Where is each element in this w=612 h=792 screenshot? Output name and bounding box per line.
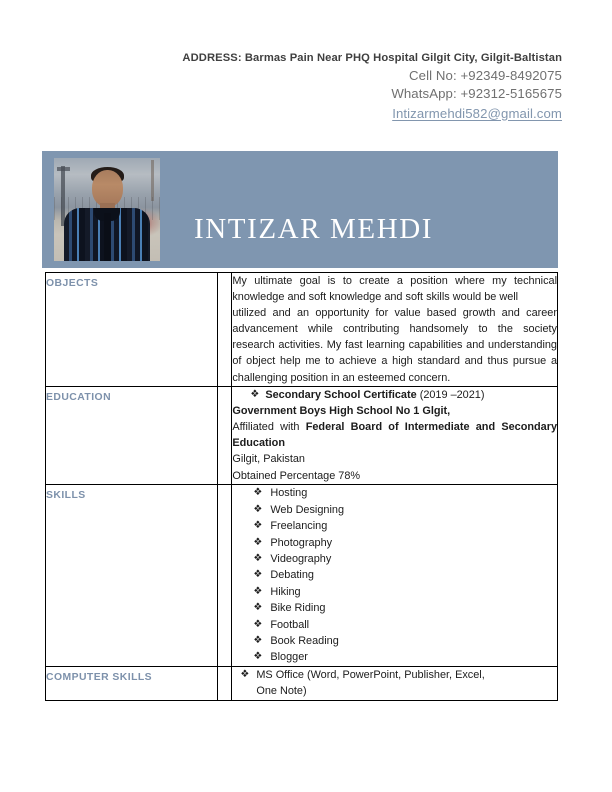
diamond-bullet-icon: ❖ <box>253 520 263 532</box>
tree-shape <box>151 160 154 201</box>
diamond-bullet-icon: ❖ <box>253 487 263 499</box>
section-label-skills: SKILLS <box>46 490 86 502</box>
education-years: (2019 –2021) <box>419 388 485 401</box>
list-item <box>232 551 557 567</box>
diamond-bullet-icon: ❖ <box>250 388 260 400</box>
diamond-bullet-icon: ❖ <box>253 503 263 515</box>
list-item <box>232 667 557 700</box>
table-row <box>46 386 558 485</box>
diamond-bullet-icon: ❖ <box>240 668 250 680</box>
email-link[interactable]: Intizarmehdi582@gmail.com <box>392 105 562 121</box>
spacer-cell <box>218 386 232 485</box>
skill-label: Photography <box>270 536 333 549</box>
diamond-bullet-icon: ❖ <box>253 634 263 646</box>
section-label-cell-objects <box>46 273 218 387</box>
page-title: INTIZAR MEHDI <box>194 213 434 245</box>
skills-list <box>232 485 557 665</box>
education-board-line <box>232 419 557 451</box>
skill-label: Freelancing <box>270 520 328 533</box>
whatsapp-number-line: WhatsApp: +92312-5165675 <box>391 86 562 101</box>
section-label-cell-skills <box>46 485 218 666</box>
education-degree: Secondary School Certificate <box>265 388 417 401</box>
spacer-cell <box>218 273 232 387</box>
list-item <box>232 518 557 534</box>
skill-label: Bike Riding <box>270 602 326 615</box>
address-line: ADDRESS: Barmas Pain Near PHQ Hospital Gilgit City, Gilgit-Baltistan <box>182 52 562 64</box>
list-item <box>232 649 557 665</box>
spacer-cell <box>218 666 232 700</box>
name-banner <box>42 151 558 268</box>
skill-label: Web Designing <box>270 503 344 516</box>
diamond-bullet-icon: ❖ <box>253 618 263 630</box>
lamp-arm-shape <box>57 167 70 171</box>
diamond-bullet-icon: ❖ <box>253 569 263 581</box>
list-item <box>232 617 557 633</box>
profile-photo <box>54 158 160 261</box>
education-board: Federal Board of Intermediate and Secondary Education <box>232 421 558 450</box>
list-item <box>232 584 557 600</box>
contact-header <box>150 50 562 123</box>
section-label-objects: OBJECTS <box>46 278 99 289</box>
spacer-cell <box>218 485 232 666</box>
education-percentage: Obtained Percentage 78% <box>232 469 361 482</box>
list-item <box>232 485 557 501</box>
section-body-objects <box>232 273 558 387</box>
diamond-bullet-icon: ❖ <box>253 552 263 564</box>
photo-background <box>54 158 160 261</box>
section-label-cell-education <box>46 386 218 485</box>
education-school: Government Boys High School No 1 Glgit, <box>232 404 451 417</box>
skill-label: Hosting <box>270 487 308 500</box>
list-item <box>232 502 557 518</box>
list-item <box>232 567 557 583</box>
skill-label: Hiking <box>270 585 301 598</box>
list-item <box>232 600 557 616</box>
resume-table <box>45 272 558 701</box>
section-body-skills <box>232 485 558 666</box>
objects-paragraph-2: utilized and an opportunity for value based growth and career advancement while contributing handsomely to the society research activities. My fast learning capabilities and understanding of object help me to achieve a high standard and thus pursue a challenging position in an esteemed concern. <box>232 307 557 384</box>
education-location: Gilgit, Pakistan <box>232 453 305 466</box>
education-degree-line <box>232 387 557 403</box>
skill-label: Football <box>270 618 310 631</box>
education-school-line <box>232 403 557 419</box>
computer-skill-label-line1: MS Office (Word, PowerPoint, Publisher, Excel, <box>256 668 485 681</box>
diamond-bullet-icon: ❖ <box>253 585 263 597</box>
section-label-computer-skills: COMPUTER SKILLS <box>46 671 153 683</box>
skill-label: Debating <box>270 569 314 582</box>
computer-skills-list <box>232 667 557 700</box>
cell-number-line: Cell No: +92349-8492075 <box>409 67 562 83</box>
diamond-bullet-icon: ❖ <box>253 536 263 548</box>
diamond-bullet-icon: ❖ <box>253 602 263 614</box>
diamond-bullet-icon: ❖ <box>253 651 263 663</box>
skill-label: Book Reading <box>270 634 339 647</box>
objects-paragraph-1: My ultimate goal is to create a position where my technical knowledge and soft knowledge and soft skills would be well <box>232 275 557 304</box>
list-item <box>232 535 557 551</box>
table-row <box>46 273 558 387</box>
section-label-cell-computer-skills <box>46 666 218 700</box>
education-affiliated-prefix: Affiliated with <box>232 421 300 434</box>
section-body-computer-skills <box>232 666 558 700</box>
subject-placket <box>104 213 111 261</box>
section-body-education <box>232 386 558 485</box>
table-row <box>46 485 558 666</box>
table-row <box>46 666 558 700</box>
subject-face <box>92 170 123 207</box>
computer-skill-label-line2: One Note) <box>256 685 307 698</box>
list-item <box>232 633 557 649</box>
skill-label: Blogger <box>270 651 308 664</box>
skill-label: Videography <box>270 552 332 565</box>
section-label-education: EDUCATION <box>46 391 112 403</box>
